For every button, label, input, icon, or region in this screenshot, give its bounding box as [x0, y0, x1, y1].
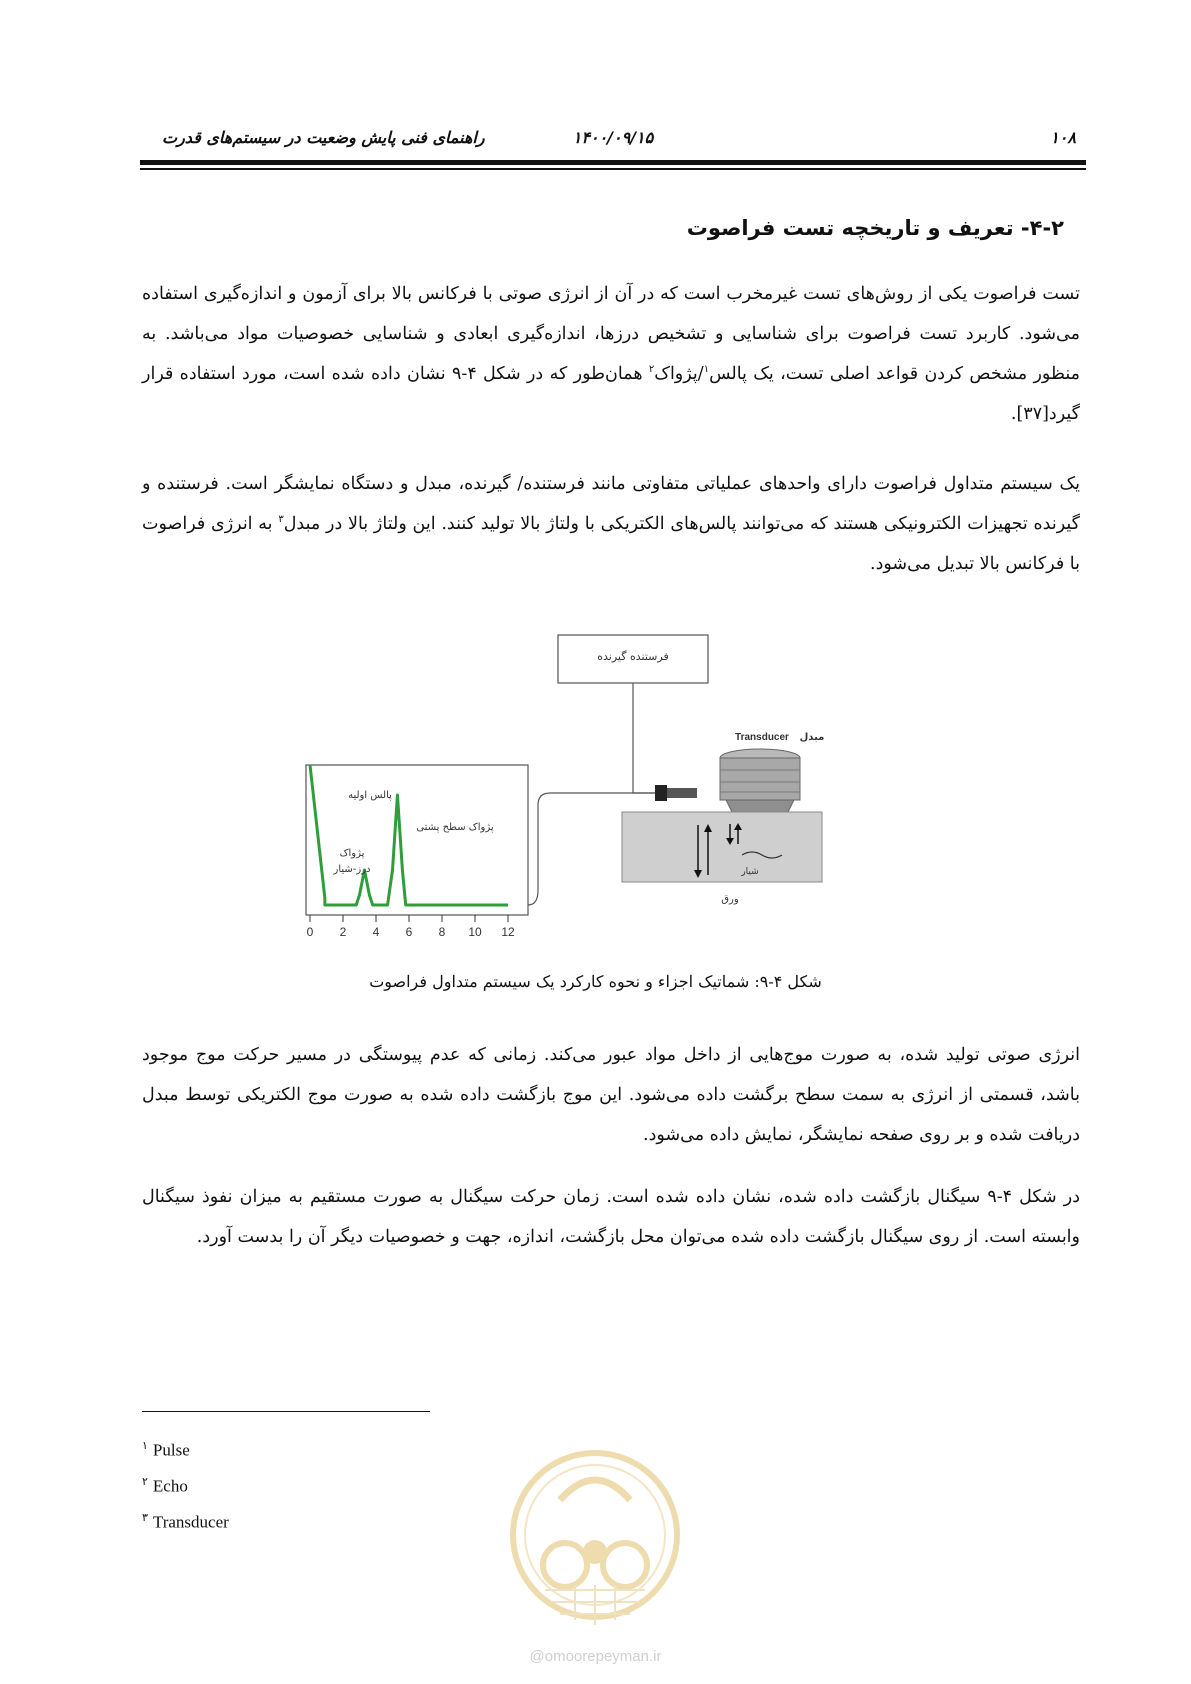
footnote-rule	[142, 1411, 430, 1412]
axis-tick-label: 8	[438, 925, 446, 939]
ultrasonic-system-figure	[306, 630, 906, 960]
transducer-icon	[720, 749, 800, 812]
axis-tick-label: 6	[405, 925, 413, 939]
grid-pattern	[545, 1585, 645, 1625]
gear-icon	[603, 1543, 647, 1587]
transmitter-label: فرستنده گیرنده	[597, 650, 669, 663]
paragraph-4: در شکل ۴-۹ سیگنال بازگشت داده شده، نشان داده شده است. زمان حرکت سیگنال به صورت مستقیم به میزان نفوذ سیگنال وابسته است. از روی سیگنال بازگشت داده شده می‌توان محل بازگشت، اندازه، جهت و خصوصیات دیگر آن را بدست آورد.	[142, 1187, 1081, 1247]
transducer-label-en: Transducer	[735, 732, 789, 743]
test-plate	[622, 812, 822, 882]
section-title: ۴-۲- تعریف و تاریخچه تست فراصوت	[686, 216, 1064, 240]
page-header	[142, 128, 1084, 152]
book-title: راهنمای فنی پایش وضعیت در سیستم‌های قدرت	[162, 128, 485, 147]
footnote-2	[142, 1464, 229, 1500]
footnotes	[142, 1428, 229, 1536]
footnote-ref-3[interactable]: ۳	[278, 514, 284, 526]
footnote-number: ۱	[142, 1440, 148, 1452]
time-axis	[307, 915, 515, 939]
footnote-ref-1[interactable]: ۱	[703, 364, 710, 376]
axis-tick-label: 4	[372, 925, 380, 939]
watermark-script	[560, 1480, 630, 1500]
watermark-inner-ring	[525, 1465, 665, 1605]
initial-pulse-label: پالس اولیه	[348, 790, 392, 801]
watermark-url: @omoorepeyman.ir	[529, 1648, 662, 1665]
paragraph-1-text-b: /پژواک	[654, 364, 704, 384]
connector-body	[667, 788, 697, 798]
crack-echo-label-2: درز-شیار	[333, 864, 371, 875]
footnote-text: Echo	[152, 1476, 188, 1496]
crack-echo-label-1: پژواک	[339, 848, 365, 859]
gear-icon	[543, 1543, 587, 1587]
footnote-ref-2[interactable]: ۲	[648, 364, 655, 376]
person-icon	[583, 1540, 607, 1564]
plate-label: ورق	[721, 894, 739, 905]
paragraph-2	[142, 464, 1080, 584]
paragraph-1	[142, 274, 1080, 434]
watermark-logo	[505, 1440, 685, 1670]
footnote-text: Transducer	[152, 1512, 229, 1532]
footnote-3	[142, 1500, 229, 1536]
paragraph-2-text-a: یک سیستم متداول فراصوت دارای واحدهای عملیاتی متفاوتی مانند فرستنده/ گیرنده، مبدل و دستگاه نمایشگر است. فرستنده و گیرنده تجهیزات الکترونیکی هستند که می‌توانند پالس‌های الکتریکی با ولتاژ بالا تولید کنند. این ولتاژ بالا در مبدل	[142, 474, 1080, 534]
axis-tick-label: 12	[501, 925, 515, 939]
paragraph-2-text-b: به انرژی فراصوت با فرکانس بالا تبدیل می‌شود.	[142, 514, 1080, 574]
crack-label: شیار	[741, 867, 759, 877]
display-screen	[306, 765, 528, 915]
figure-caption: شکل ۴-۹: شماتیک اجزاء و نحوه کارکرد یک سیستم متداول فراصوت	[369, 972, 822, 991]
header-rule-thin	[140, 168, 1086, 170]
header-date: ۱۴۰۰/۰۹/۱۵	[572, 128, 654, 147]
axis-tick-label: 0	[306, 925, 314, 939]
header-rule-thick	[140, 160, 1086, 165]
page-number: ۱۰۸	[1050, 128, 1076, 147]
back-echo-label: پژواک سطح پشتی	[416, 822, 494, 833]
footnote-number: ۳	[142, 1512, 148, 1524]
footnote-1	[142, 1428, 229, 1464]
paragraph-1-text-a: تست فراصوت یکی از روش‌های تست غیرمخرب است که در آن از انرژی صوتی با فرکانس بالا برای آزمون و اندازه‌گیری استفاده می‌شود. کاربرد تست فراصوت برای شناسایی و تشخیص درزها، اندازه‌گیری ابعادی و شناسایی خصوصیات مواد می‌باشد. به منظور مشخص کردن قواعد اصلی تست، یک پالس	[142, 284, 1080, 384]
connector-plug	[655, 785, 667, 801]
footnote-number: ۲	[142, 1476, 148, 1488]
paragraph-1-text-c: همان‌طور که در شکل ۴-۹ نشان داده شده است، مورد استفاده قرار گیرد[۳۷].	[142, 364, 1080, 424]
axis-tick-label: 10	[468, 925, 482, 939]
paragraph-3: انرژی صوتی تولید شده، به صورت موج‌هایی از داخل مواد عبور می‌کند. زمانی که عدم پیوستگی در مسیر حرکت موج موجود باشد، قسمتی از انرژی به سمت سطح برگشت داده می‌شود. این موج بازگشت داده شده به صورت موج الکتریکی توسط مبدل دریافت شده و بر روی صفحه نمایشگر، نمایش داده می‌شود.	[142, 1045, 1080, 1145]
transducer-label-fa: مبدل	[799, 732, 825, 743]
axis-tick-label: 2	[339, 925, 347, 939]
footnote-text: Pulse	[152, 1440, 190, 1460]
